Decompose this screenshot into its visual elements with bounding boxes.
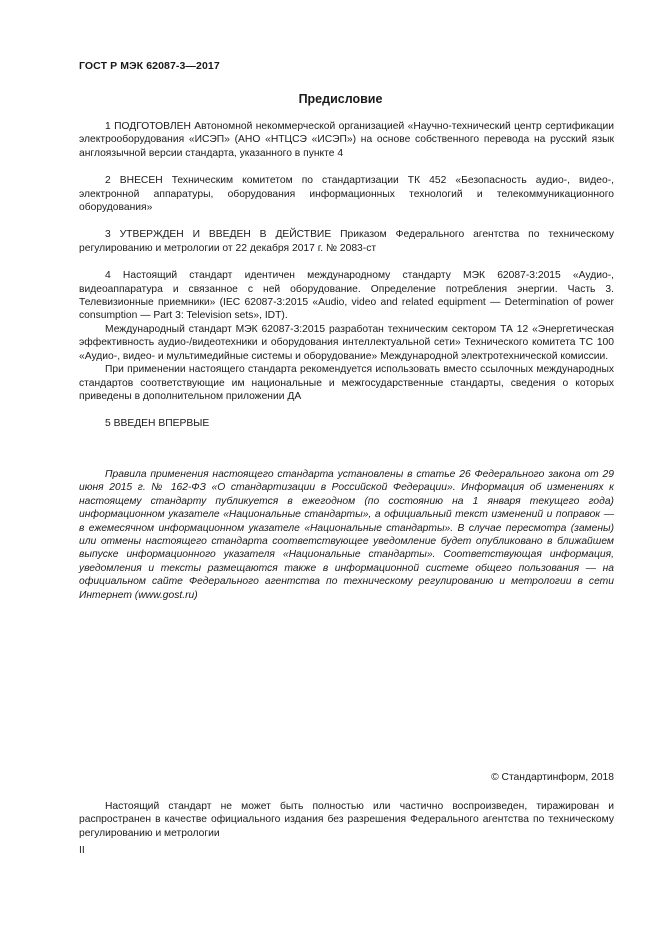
standard-header: ГОСТ Р МЭК 62087-3—2017 (79, 60, 220, 72)
paragraph-references: При применении настоящего стандарта рекомендуется использовать вместо ссылочных международных стандартов соответствующие им национальные и межгосударственные стандарты, сведения о которых приведены в дополнительном приложении ДА (79, 364, 614, 402)
paragraph-introduced: 5 ВВЕДЕН ВПЕРВЫЕ (105, 418, 210, 430)
page-number: II (79, 845, 85, 856)
foreword-body (79, 120, 614, 431)
paragraph-prepared: 1 ПОДГОТОВЛЕН Автономной некоммерческой организацией «Научно-технический центр сертификации электрооборудования «ИСЭП» (АНО «НТЦСЭ «ИСЭП») на основе собственного перевода на русский язык англоязычной версии стандарта, указанного в пункте 4 (79, 121, 614, 159)
paragraph-approved: 3 УТВЕРЖДЕН И ВВЕДЕН В ДЕЙСТВИЕ Приказом Федерального агентства по техническому регулированию и метрологии от 22 декабря 2017 г. № 2083-ст (79, 229, 614, 254)
paragraph-submitted: 2 ВНЕСЕН Техническим комитетом по стандартизации ТК 452 «Безопасность аудио-, видео-, электронной аппаратуры, оборудования информационных технологий и телекоммуникационного оборудования» (79, 175, 614, 214)
paragraph-identical: 4 Настоящий стандарт идентичен международному стандарту МЭК 62087-3:2015 «Аудио-, видеоаппаратура и связанное с ней оборудование. Определение потребления энергии. Часть 3. Телевизионные приемники» (IEC 62087-3:2015 «Audio, video and related equipment — Determination of power consumption — Part 3: Television sets», IDT). (79, 270, 614, 322)
reproduction-rights: Настоящий стандарт не может быть полностью или частично воспроизведен, тиражирован и распространен в качестве официального издания без разрешения Федерального агентства по техническому регулированию и метрологии (79, 801, 614, 839)
application-rules-notice: Правила применения настоящего стандарта установлены в статье 26 Федерального закона от 29 июня 2015 г. № 162-ФЗ «О стандартизации в Российской Федерации». Информация об изменениях к настоящему стандарту публикуется в ежегодном (по состоянию на 1 января текущего года) информационном указателе «Национальные стандарты», а официальный текст изменений и поправок — в ежемесячном информационном указателе «Национальные стандарты». В случае пересмотра (замены) или отмены настоящего стандарта соответствующее уведомление будет опубликовано в ближайшем выпуске информационного указателя «Национальные стандарты». Соответствующая информация, уведомления и тексты размещаются также в информационной системе общего пользования — на официальном сайте Федерального агентства по техническому регулированию и метрологии в сети Интернет (www.gost.ru) (79, 469, 614, 601)
page-title: Предисловие (298, 92, 383, 106)
paragraph-developed-by: Международный стандарт МЭК 62087-3:2015 разработан техническим сектором ТА 12 «Энергетическая эффективность аудио-/видеотехники и оборудования интеллектуальной сети» Технического комитета ТС 100 «Аудио-, видео- и мультимедийные системы и оборудование» Международной электротехнической комиссии. (79, 323, 614, 362)
copyright-line: © Стандартинформ, 2018 (491, 772, 614, 783)
